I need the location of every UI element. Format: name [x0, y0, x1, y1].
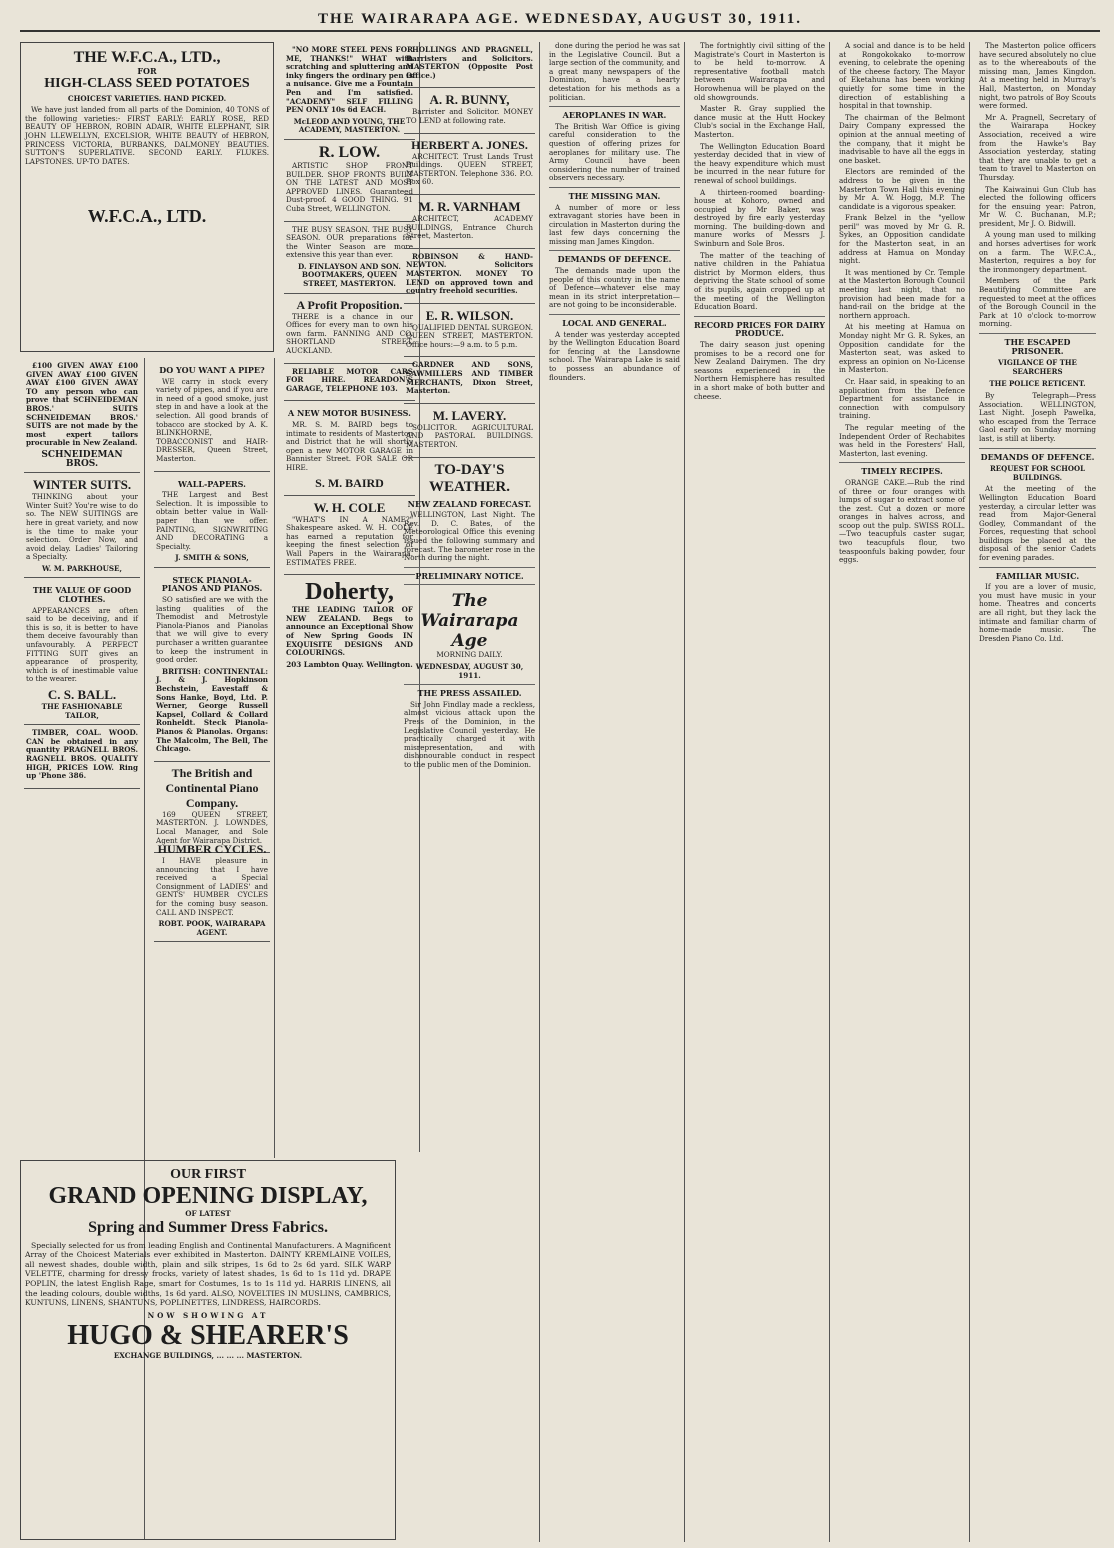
steck-list: BRITISH: CONTINENTAL: J. & J. Hopkinson Bechstein, Eavestaff & Sons Hanke, Boyd, Ltd. P. Werner, George Russell Kapsel, Collard & Collard Ronheldt. Steck Pianola-Pianos & Pianolas. Organs: The Malcolm, The Bell, The Chicago.	[156, 666, 268, 754]
ball-sub: THE FASHIONABLE TAILOR,	[41, 702, 123, 720]
pipe-body: WE carry in stock every variety of pipes, and if you are in need of a good smoke, just step in and have a look at the selection. All good brands of tobacco are stocked by A. K. BLINKHORNE, TOBACCONIST and HAIR-DRESSER, Queen Street, Masterton.	[156, 376, 268, 463]
cole-body: "WHAT'S IN A NAME?" Shakespeare asked. W. H. COLE has earned a reputation for keeping the finest selection of Wall Papers in the Wairarapa. ESTIMATES FREE.	[286, 514, 413, 567]
steck-title: STECK PIANOLA-PIANOS AND PIANOS.	[161, 574, 263, 594]
recipes-title: TIMELY RECIPES.	[861, 466, 943, 477]
paper-sub: MORNING DAILY.	[436, 650, 503, 660]
british-piano-title: The British and Continental Piano Company.	[165, 765, 259, 810]
humber-body: I HAVE pleasure in announcing that I have received a Special Consignment of LADIES' and GENTS' HUMBER CYCLES for the coming busy season. CALL AND INSPECT.	[156, 856, 268, 917]
steck-ad	[154, 568, 270, 762]
jones-ad	[404, 134, 535, 195]
fanning-ad	[284, 294, 415, 364]
column-2-lower	[150, 838, 275, 1158]
wfca-line: CHOICEST VARIETIES. HAND PICKED.	[67, 93, 227, 103]
missing-body: A number of more or less extravagant stories have been in circulation in Masterton during the last few days concerning the missing man James Kingdon.	[549, 202, 680, 246]
col7-text1: A social and dance is to be held at Rongokokako to-morrow evening, to celebrate the opening of the cheese factory. The Mayor of Eketahuna has been working quietly for some time in the direction of establishing a hospital in that township.	[839, 41, 965, 111]
pipe-title: DO YOU WANT A PIPE?	[159, 365, 265, 375]
col6-text2: Master R. Gray supplied the dance music at the Hutt Hockey Club's social in the Exchange Hall, Masterton.	[694, 104, 825, 139]
wallpaper-title: WALL-PAPERS.	[178, 478, 246, 489]
jones-body: ARCHITECT. Trust Lands Trust Buildings. QUEEN STREET, MASTERTON. Telephone 336. P.O. Box 60.	[406, 151, 533, 187]
aero-body: The British War Office is giving careful consideration to the question of offering prizes for aeroplanes for military use. The Army Council have been considering the number of trained observers necessary.	[549, 121, 680, 183]
academy-name: McLEOD AND YOUNG, THE ACADEMY, MASTERTON.	[293, 116, 406, 135]
music-title: FAMILIAR MUSIC.	[995, 570, 1080, 581]
winter-suits-title: WINTER SUITS.	[32, 477, 132, 493]
pook-name: ROBT. POOK, WAIRARAPA AGENT.	[158, 919, 266, 937]
column-2	[150, 358, 275, 845]
grand-sub: OF LATEST	[185, 1209, 231, 1218]
weather-title: TO-DAY'S WEATHER.	[429, 461, 510, 495]
weather-sub: NEW ZEALAND FORECAST.	[407, 498, 532, 509]
hollings-body: HOLLINGS AND PRAGNELL, Barristers and Solicitors. MASTERTON (Opposite Post Office.)	[406, 45, 533, 80]
music-body: If you are a lover of music, you must have music in your home. Theatres and concerts are all right, but they lack the intimate and familiar charm of home-made music. The Dresden Piano Co. Ltd.	[979, 582, 1096, 643]
col7-text5: It was mentioned by Cr. Temple at the Masterton Borough Council meeting last night, that no provision had been made for a hand-rail on the bridge at the northern approach.	[839, 267, 965, 320]
paper-date: WEDNESDAY, AUGUST 30, 1911.	[415, 661, 524, 680]
baird-name: S. M. BAIRD	[315, 475, 384, 490]
column-6	[690, 42, 830, 1542]
local-body: A tender was yesterday accepted by the Wellington Education Board for fencing at the Lansdowne school. The Wairarapa Lake is said to possess an abundance of flounders.	[549, 329, 680, 382]
wallpaper-ad	[154, 472, 270, 568]
col7-text6: At his meeting at Hamua on Monday night Mr G. R. Sykes, an Opposition candidate for the Masterton seat, was asked to express an opinion on No-License in Masterton.	[839, 322, 965, 375]
grand-showing: NOW SHOWING AT	[147, 1310, 269, 1320]
col6-text3: The Wellington Education Board yesterday decided that in view of the heavy expenditure which must be incurred in the near future for renewal of school buildings.	[694, 141, 825, 185]
col6-text5: The matter of the teaching of native children in the Pahiatua district by Mormon elders, thus depriving the State school of some of its pupils, again cropped up at the meeting of the Wellington Education Board.	[694, 250, 825, 312]
winter-suits-ad	[24, 473, 140, 578]
smith-name: J. SMITH & SONS,	[175, 553, 249, 563]
doherty-title: Doherty,	[305, 579, 394, 606]
col8-text2: Mr A. Pragnell, Secretary of the Wairarapa Hockey Association, received a wire from the Hawke's Bay Association yesterday, stating that they are unable to get a team to travel to Masterton on Thursday.	[979, 112, 1096, 182]
missing-title: THE MISSING MAN.	[568, 190, 661, 201]
col5-defence-body: The demands made upon the people of this country in the name of Defence—whatever else may mean in its strict interpretation—are not going to be inconsiderable.	[549, 266, 680, 310]
press-body: Sir John Findlay made a reckless, almost vicious attack upon the Press of the Dominion, in the Legislative Council yesterday. He practically charged it with misrepresentation, and with dishonourable conduct in respect to the public men of the Dominion.	[404, 699, 535, 769]
reardon-body: RELIABLE MOTOR CARS FOR HIRE. REARDON'S GARAGE, TELEPHONE 103.	[286, 366, 413, 393]
col8-text3: The Kaiwainui Gun Club has elected the following officers for the ensuing year: Patron, Mr W. C. Buchanan, M.P.; president, Mr J. O. Bidwill.	[979, 184, 1096, 228]
steck-body: SO satisfied are we with the lasting qualities of the Themodist and Metrostyle Pianola-Pianos and Pianolas that we will give to every purchaser a written guarantee to keep the instrument in good order.	[156, 595, 268, 665]
escaped-title: THE ESCAPED PRISONER.	[1004, 337, 1071, 356]
escaped-body: By Telegraph—Press Association. WELLINGTON, Last Night. Joseph Pawelka, who escaped from the Terrace Gaol early on Sunday morning last, is still at liberty.	[979, 390, 1096, 443]
baird-ad	[284, 401, 415, 495]
cole-title: W. H. COLE	[313, 499, 386, 515]
winter-suits-body: THINKING about your Winter Suit? You're wise to do so. The NEW SUITINGS are here in great variety, and now is the time to make your selection. Order Now, and avoid delay. Ladies' Tailoring a Specialty.	[26, 492, 138, 562]
col8-text4: A young man used to milking and horses advertises for work on a farm. The W.F.C.A., Masterton, requires a boy for the ironmongery department.	[979, 230, 1096, 274]
escaped-sub: VIGILANCE OF THE SEARCHERS	[998, 358, 1077, 376]
robinson-ad	[404, 249, 535, 304]
col5-defence-title: DEMANDS OF DEFENCE.	[557, 254, 672, 265]
pragnell-body: TIMBER, COAL. WOOD. CAN be obtained in any quantity PRAGNELL BROS. RAGNELL BROS. QUALITY HIGH, PRICES LOW. Ring up 'Phone 386.	[26, 728, 138, 781]
doherty-body: THE LEADING TAILOR OF NEW ZEALAND. Begs to announce an Exceptional Show of New Spring Goods IN EXQUISITE DESIGNS AND COLOURINGS.	[286, 605, 413, 658]
varnham-title: M. R. VARNHAM	[418, 198, 521, 214]
jones-title: HERBERT A. JONES.	[411, 137, 528, 152]
finlayson-body: THE BUSY SEASON. THE BUSY SEASON. OUR preparations for the Winter Season are more extensive this year than ever.	[286, 224, 413, 260]
col6-text4: A thirteen-roomed boarding-house at Kohoro, owned and occupied by Mr Baker, was destroyed by fire early yesterday morning. The building-down and manure works of Messrs J. Swinburn and Sole Bros.	[694, 187, 825, 249]
grand-name: HUGO & SHEARER'S	[67, 1320, 349, 1352]
gardner-ad	[404, 357, 535, 403]
col5-text1: done during the period he was sat in the Legislative Council. But a large section of the community, and a great many newspapers of the Dominion, have a hearty detestation for his methods as a politician.	[549, 41, 680, 102]
fanning-body: THERE is a chance in our Offices for every man to own his own farm. FANNING AND CO. SHORTLAND STREET, AUCKLAND.	[286, 311, 413, 356]
baird-body: MR. S. M. BAIRD begs to intimate to residents of Masterton and District that he will shortly open a new MOTOR GARAGE in Bannister Street. FOR SALE OR HIRE.	[286, 420, 413, 472]
wilson-title: E. R. WILSON.	[425, 307, 514, 323]
low-title: R. LOW.	[318, 143, 381, 161]
doherty-foot: 203 Lambton Quay. Wellington.	[286, 659, 413, 669]
bunny-title: A. R. BUNNY,	[429, 92, 510, 108]
finlayson-name: D. FINLAYSON AND SON. BOOTMAKERS, QUEEN STREET, MASTERTON.	[298, 261, 401, 289]
col6-text1: The fortnightly civil sitting of the Magistrate's Court in Masterton is to be held to-morrow. A representative football match between Wairarapa and Horowhenua will be played on the old showgrounds.	[694, 41, 825, 102]
bunny-ad	[404, 88, 535, 133]
humber-title: HUMBER CYCLES.	[157, 842, 267, 856]
col7-text2: The chairman of the Belmont Dairy Company expressed the opinion at the annual meeting of the company, that it might be inadvisable to have all the eggs in one basket.	[839, 112, 965, 165]
column-7	[835, 42, 970, 1542]
column-4	[400, 42, 540, 1542]
finlayson-ad	[284, 222, 415, 294]
weather-body: WELLINGTON, Last Night. The Rev. D. C. Bates, of the Meteorological Office this evening issued the following summary and forecast. The barometer rose in the North during the night.	[404, 510, 535, 563]
doherty-ad	[284, 575, 415, 673]
col7-text4: Frank Belzel in the "yellow peril" was moved by Mr G. R. Sykes, an Opposition candidate for the Masterton seat, in an address at Hamua on Monday night.	[839, 213, 965, 266]
col8-defence-sub: REQUEST FOR SCHOOL BUILDINGS.	[989, 464, 1086, 482]
recipes-body: ORANGE CAKE.—Rub the rind of three or four oranges with lumps of sugar to extract some of the zest. Cut a dozen or more oranges in halves across, and scoop out the pulp. SWISS ROLL.—Two teacupfuls caster sugar, two teacupfuls flour, two teaspoonfuls baking powder, four eggs.	[839, 477, 965, 565]
paper-title: The Wairarapa Age	[420, 591, 519, 652]
schneideman-ad	[24, 358, 140, 473]
grand-title2: GRAND OPENING DISPLAY,	[48, 1183, 368, 1209]
ball-name: C. S. BALL.	[47, 687, 117, 702]
press-title: THE PRESS ASSAILED.	[417, 688, 522, 699]
col8-text5: Members of the Park Beautifying Committee are requested to meet at the offices of the Borough Council in the Park at 10 o'clock to-morrow morning.	[979, 276, 1096, 329]
varnham-body: ARCHITECT, ACADEMY BUILDINGS, Entrance Church Street, Masterton.	[406, 213, 533, 241]
column-3	[280, 42, 420, 1152]
col8-defence-body: At the meeting of the Wellington Education Board yesterday, a circular letter was read from Major-General Godley, Commandant of the Forces, requesting that school buildings be placed at the disposal of the senior Cadets for evening parades.	[979, 484, 1096, 563]
col7-text3: Electors are reminded of the address to be given in the Masterton Town Hall this evening by Mr A. W. Hogg, M.P. The candidate is a vigorous speaker.	[839, 167, 965, 211]
wfca-big: HIGH-CLASS SEED POTATOES	[44, 75, 250, 91]
grand-title1: OUR FIRST	[170, 1167, 246, 1182]
robinson-body: ROBINSON & HAND-NEWTON. Solicitors MASTERTON. MONEY TO LEND on approved town and country freehold securities.	[406, 251, 533, 296]
wfca-sub: FOR	[137, 66, 157, 76]
pragnell-ad	[24, 725, 140, 789]
col8-defence-title: DEMANDS OF DEFENCE.	[980, 451, 1095, 462]
schneideman-body: £100 GIVEN AWAY £100 GIVEN AWAY £100 GIVEN AWAY £100 GIVEN AWAY TO any person who can prove that SCHNEIDEMAN BROS.' SUITS SCHNEIDEMAN BROS.' SUITS are not made by the most expert tailors procurable in New Zealand.	[26, 361, 138, 448]
grand-addr: EXCHANGE BUILDINGS, ... ... ... MASTERTON.	[113, 1351, 303, 1361]
masthead: THE WAIRARAPA AGE. WEDNESDAY, AUGUST 30, 1911.	[20, 8, 1100, 32]
col7-text7: Cr. Haar said, in speaking to an application from the Defence Department for assistance in connection with compulsory training.	[839, 376, 965, 421]
grand-title3: Spring and Summer Dress Fabrics.	[88, 1218, 328, 1236]
good-clothes-body: APPEARANCES are often said to be deceiving, and if this is so, it is better to have them deceive favourably than unfavourably. A PERFECT FITTING SUIT gives an appearance of prosperity, which is of inestimable value to the wearer.	[26, 605, 138, 684]
bunny-body: Barrister and Solicitor. MONEY TO LEND at following rate.	[406, 107, 533, 125]
wilson-ad	[404, 304, 535, 358]
british-piano-body: 169 QUEEN STREET, MASTERTON. J. LOWNDES, Local Manager, and Sole Agent for Wairarapa District.	[156, 809, 268, 845]
pipe-ad	[154, 358, 270, 472]
good-clothes-ad	[24, 578, 140, 725]
schneideman-title: SCHNEIDEMAN BROS.	[41, 449, 123, 469]
low-ad	[284, 140, 415, 222]
record-body: The dairy season just opening promises to be a record one for New Zealand Dairymen. The dry seasons experienced in the Northern Hemisphere has resulted in a short make of both butter and cheese.	[694, 340, 825, 401]
humber-ad	[154, 838, 270, 942]
reardon-ad	[284, 364, 415, 402]
escaped-sub2: THE POLICE RETICENT.	[989, 379, 1086, 389]
parkhouse-name: W. M. PARKHOUSE,	[41, 563, 123, 573]
grand-body: Specially selected for us from leading English and Continental Manufacturers. A Magnificent Array of the Choicest Materials ever exhibited in Masterton. DAINTY KREMLAINE VOILES, all newest shades, double width, plain and silk stripes, 1s 6d to 2s 6d yard. SILK WARP VELETTE, charming for dressy frocks, variety of latest shades, 1s 6d to 1s 11d yd. DRAPE POPLIN, the latest English Rage, smart for Costumes, 1s to 1s 11d yd. HARRIS LINENS, all the leading colours, double widths, 1s 6d yard. ALSO, NOVELTIES IN MUSLINS, CAMBRICS, KUNTUNS, LINENS, SHANTUNS, POPLINETTES, LINDRESS, HAIRCORDS.	[25, 1240, 391, 1308]
hugo-shearer-ad	[20, 1160, 396, 1540]
baird-title: A NEW MOTOR BUSINESS.	[288, 408, 411, 419]
wallpaper-body: THE Largest and Best Selection. It is impossible to obtain better value in Wall-paper than we offer. PAINTING, SIGNWRITING AND DECORATING a Specialty.	[156, 490, 268, 551]
local-title: LOCAL AND GENERAL.	[562, 318, 667, 329]
col8-text1: The Masterton police officers have secured absolutely no clue as to the whereabouts of the missing man, James Kingdon. At a meeting held in Murray's Hall, Masterton, on Monday night, two patrols of Boy Scouts were formed.	[979, 41, 1096, 111]
wfca-ad	[20, 42, 274, 352]
cole-ad	[284, 496, 415, 576]
column-5	[545, 42, 685, 1542]
column-8	[975, 42, 1100, 1542]
gardner-body: GARDNER AND SONS, SAWMILLERS AND TIMBER MERCHANTS, Dixon Street, Masterton.	[406, 360, 533, 396]
varnham-ad	[404, 195, 535, 249]
wfca-body: We have just landed from all parts of the Dominion, 40 TONS of the following varieties:- FIRST EARLY: EARLY ROSE, RED BEAUTY OF HEBRON, ROBIN ADAIR, WHITE ELEPHANT, SIR JOHN LLEWELLYN, EXCELSIOR, WHITE BEAUTY of HEBRON, PRINCESS VICTORIA, BURBANKS, DALMONEY BEAUTIES. SUTTON'S SUPERLATIVE. SECOND EARLY. FLUKES. LAPSTONES. UP-TO DATES.	[25, 105, 269, 166]
notice-title: PRELIMINARY NOTICE.	[415, 570, 524, 581]
aero-title: AEROPLANES IN WAR.	[562, 110, 667, 121]
hollings-ad	[404, 42, 535, 88]
fanning-title: A Profit Proposition.	[296, 297, 403, 312]
low-body: ARTISTIC SHOP FRONT BUILDER. SHOP FRONTS BUILT ON THE LATEST AND MOST APPROVED LINES. Guaranteed Dust-proof. 4 GOOD THING. 91 Cuba Street, WELLINGTON.	[286, 160, 413, 213]
wfca-title: THE W.F.C.A., LTD.,	[73, 49, 221, 66]
lavery-body: SOLICITOR. AGRICULTURAL AND PASTORAL BUILDINGS. MASTERTON.	[406, 422, 533, 450]
lavery-ad	[404, 404, 535, 458]
lavery-title: M. LAVERY.	[432, 407, 507, 423]
academy-ad	[284, 42, 415, 140]
record-title: RECORD PRICES FOR DAIRY PRODUCE.	[694, 319, 825, 339]
col7-text8: The regular meeting of the Independent Order of Rechabites was held in the Foresters' Hall, Masterton, last evening.	[839, 422, 965, 458]
wilson-body: QUALIFIED DENTAL SURGEON. QUEEN STREET, MASTERTON. Office hours:—9 a.m. to 5 p.m.	[406, 322, 533, 349]
good-clothes-title: THE VALUE OF GOOD CLOTHES.	[32, 585, 132, 605]
wfca-foot: W.F.C.A., LTD.	[87, 206, 207, 227]
academy-body: "NO MORE STEEL PENS FOR ME, THANKS!" WHAT with scratching and spluttering and inky fingers the ordinary pen is a nuisance. Give me a Fountain Pen and I'm satisfied. "ACADEMY" SELF FILLING PEN ONLY 10s 6d EACH.	[286, 45, 413, 115]
